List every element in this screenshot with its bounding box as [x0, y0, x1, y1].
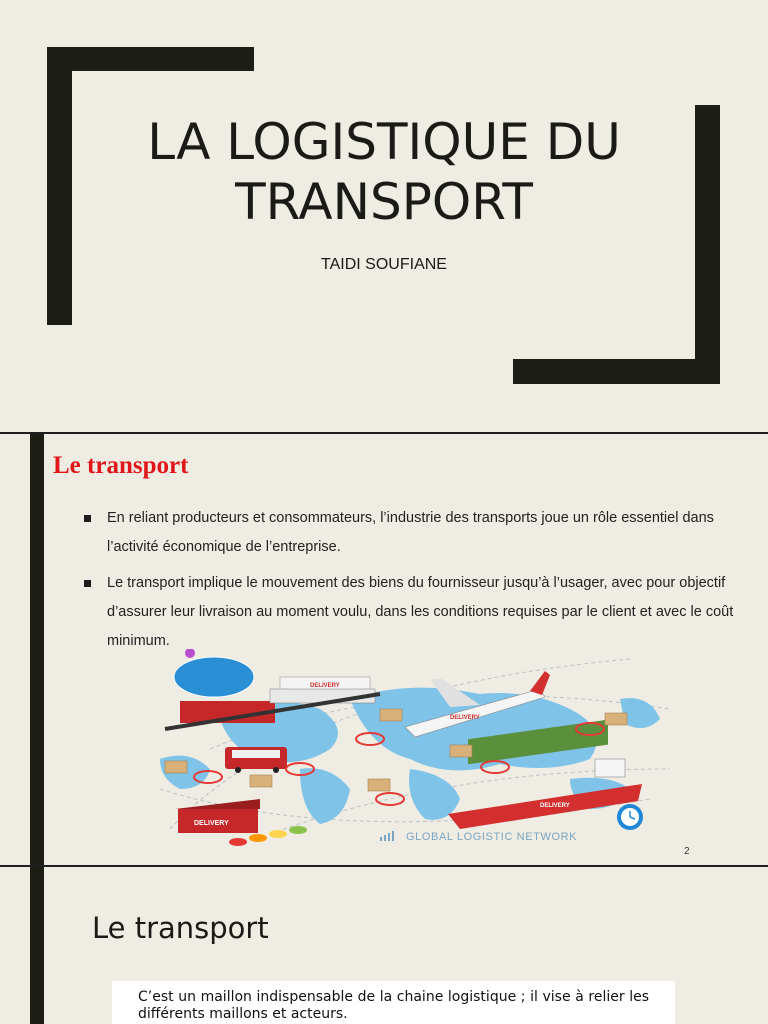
content-slide-2	[0, 434, 768, 867]
caption-text: GLOBAL LOGISTIC NETWORK	[406, 831, 578, 843]
bullet-square-icon	[84, 515, 91, 522]
corner-bracket-top-left-vertical	[47, 47, 72, 325]
bus-icon	[225, 747, 287, 773]
network-caption	[380, 831, 577, 843]
bullet-square-icon	[84, 580, 91, 587]
bullet-text: En reliant producteurs et consommateurs, l’industrie des transports joue un rôle essentiel dans l’activité économique de l’entreprise.	[107, 510, 714, 555]
bullet-text: Le transport implique le mouvement des biens du fournisseur jusqu’à l’usager, avec pour objectif d’assurer leur livraison au moment voulu, dans les conditions requises par le client et avec le coût minimum.	[107, 575, 734, 649]
warehouse-label: DELIVERY	[194, 820, 229, 827]
bullet-item	[82, 569, 742, 656]
slide-title: Le transport	[53, 452, 189, 479]
plane-label: DELIVERY	[450, 715, 480, 721]
content-slide-3	[0, 867, 768, 1024]
slide-title: Le transport	[92, 911, 269, 945]
presentation-title	[100, 112, 668, 232]
globe-icon	[174, 649, 254, 697]
logistics-network-illustration	[150, 649, 690, 849]
signal-bars-icon	[380, 831, 394, 841]
clock-icon	[617, 804, 643, 830]
bullet-list	[82, 504, 742, 663]
warehouse-icon	[175, 799, 260, 833]
corner-bracket-bottom-right-vertical	[695, 105, 720, 384]
corner-bracket-top-left	[47, 47, 254, 71]
page-number: 2	[684, 846, 690, 857]
author-name: TAIDI SOUFIANE	[321, 256, 447, 273]
corner-bracket-bottom-right	[513, 359, 720, 384]
left-accent-bar	[30, 434, 44, 865]
definition-box: C’est un maillon indispensable de la chaine logistique ; il vise à relier les différents maillons et acteurs.	[112, 981, 675, 1024]
title-slide	[0, 0, 768, 434]
train-label: DELIVERY	[310, 683, 340, 689]
left-accent-bar	[30, 867, 44, 1024]
bullet-item	[82, 504, 742, 562]
title-line-1: LA LOGISTIQUE DU	[147, 113, 621, 171]
title-line-2: TRANSPORT	[235, 173, 533, 231]
ship-label: DELIVERY	[540, 803, 570, 809]
